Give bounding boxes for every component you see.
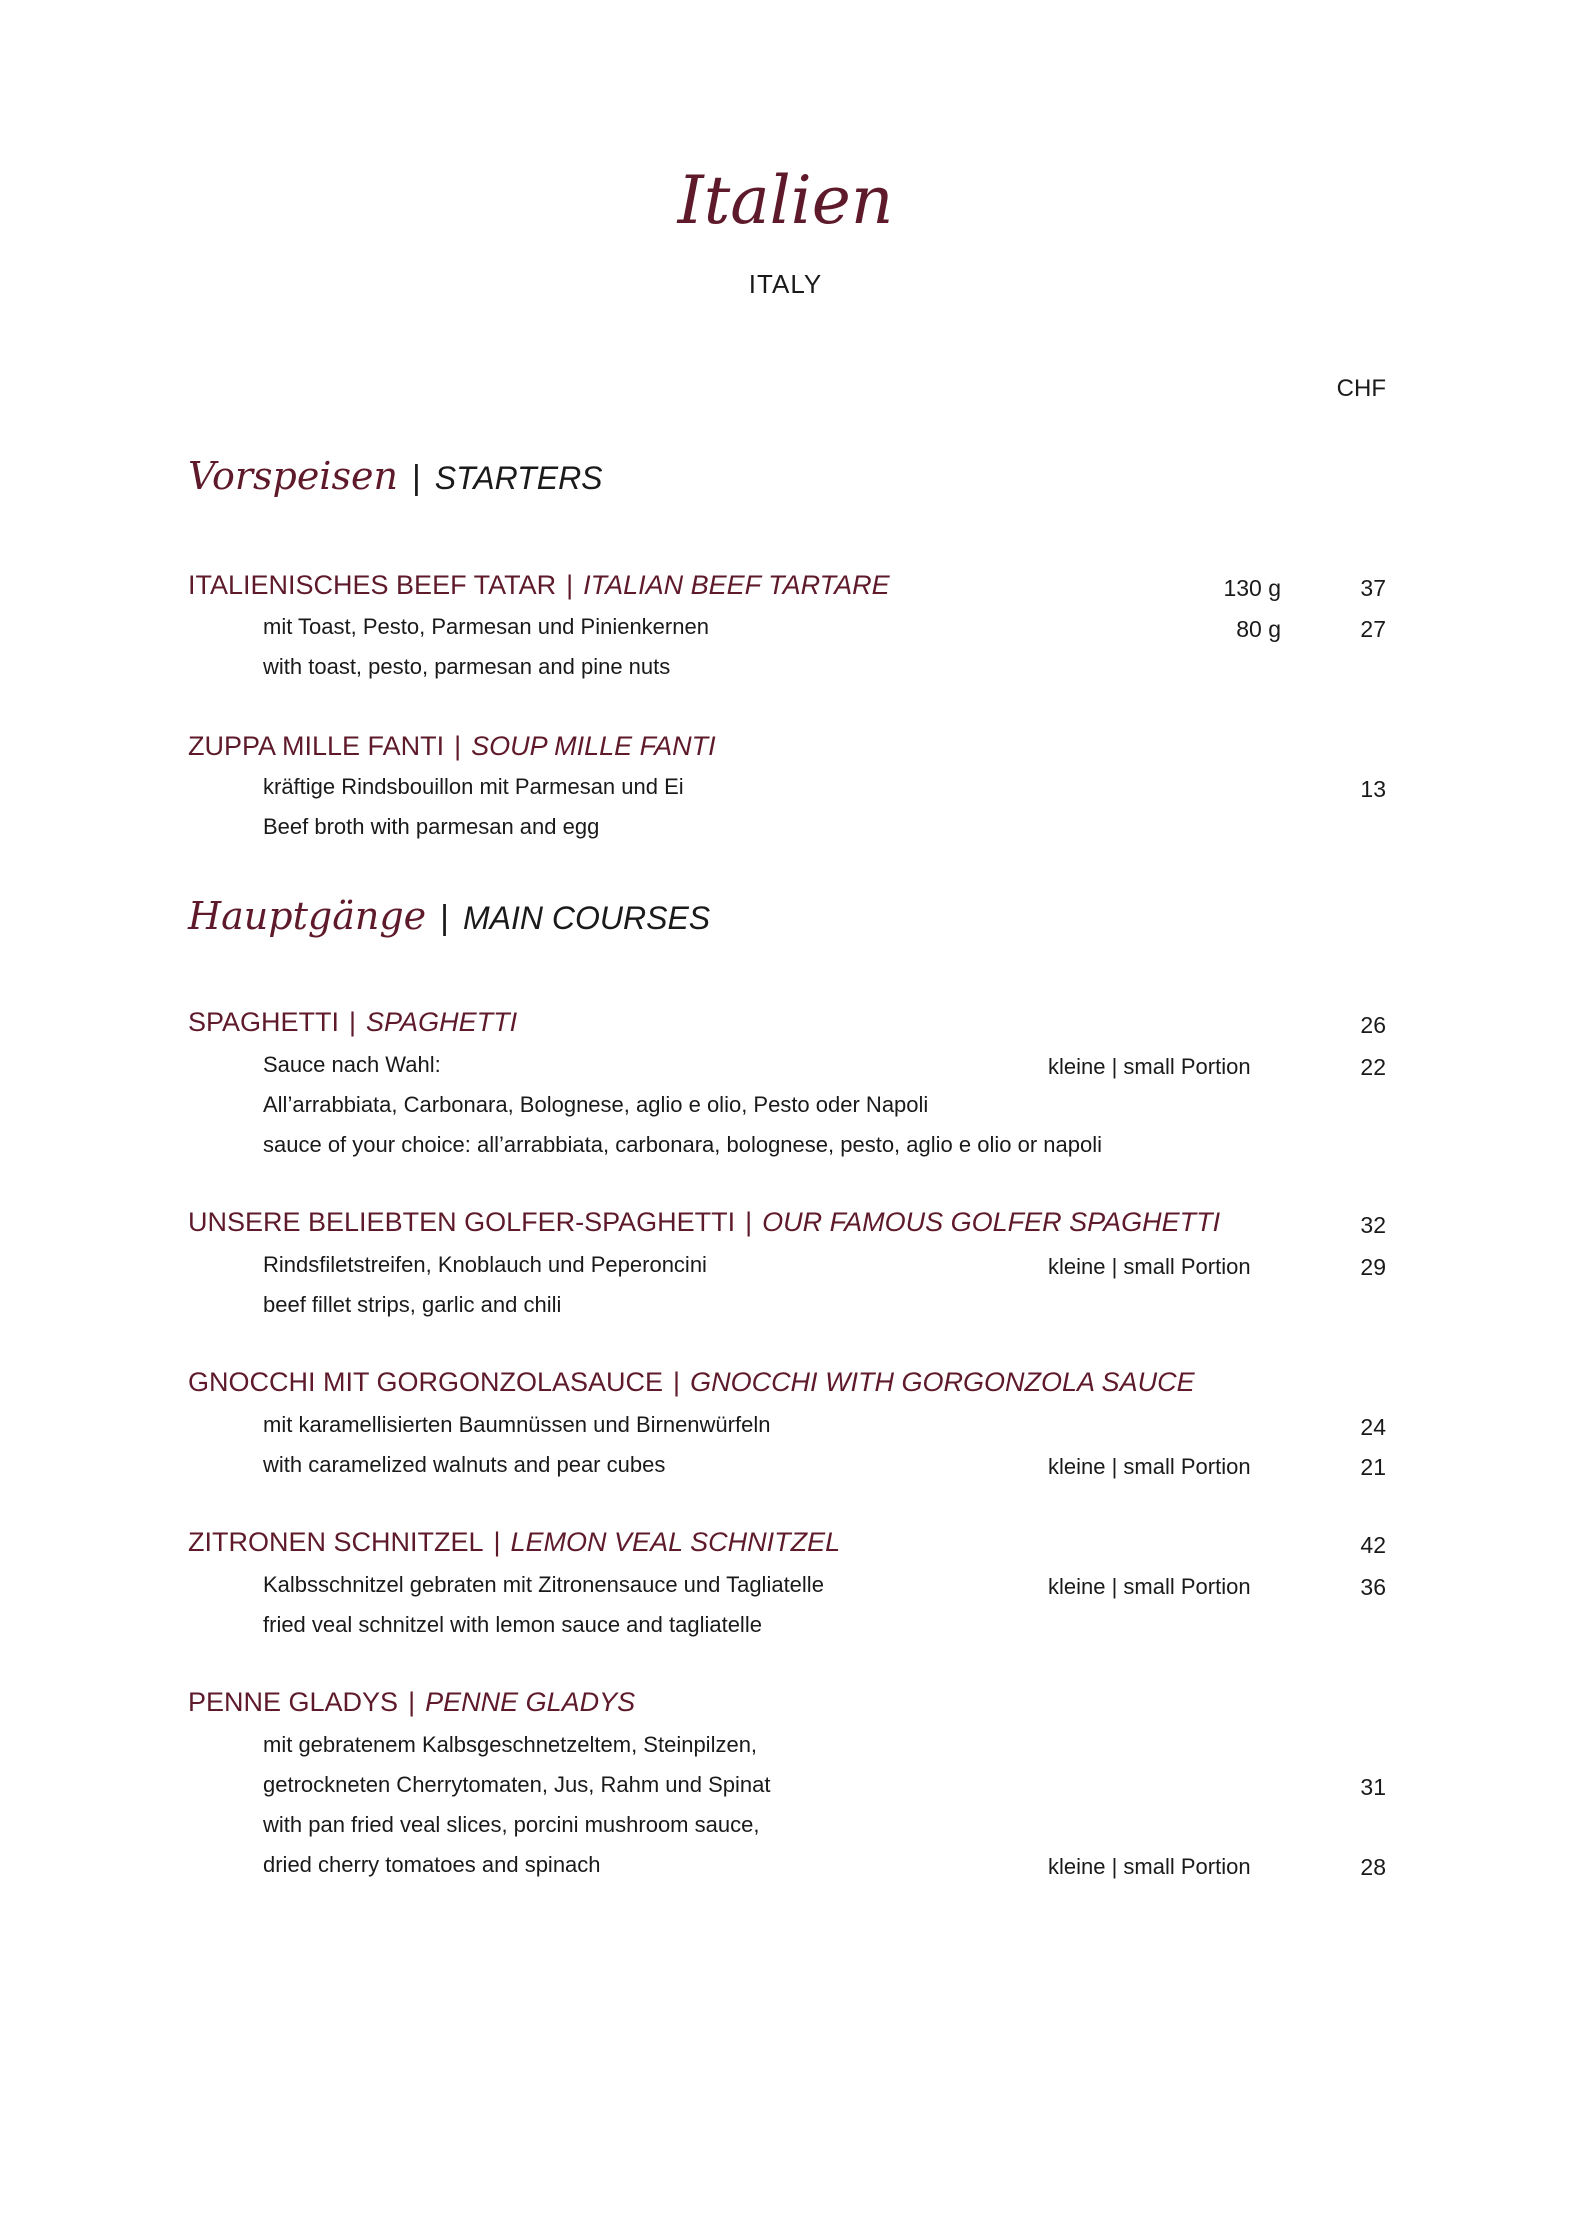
section-separator: |: [411, 459, 421, 497]
price-small: 36: [1360, 1574, 1386, 1600]
small-portion-label: kleine | small Portion: [1048, 1854, 1251, 1879]
dish-description-line: Sauce nach Wahl:: [263, 1052, 441, 1077]
price-small: 22: [1360, 1054, 1386, 1080]
dish-title-spaghetti: [188, 1009, 517, 1036]
dish-title-penne-gladys: [188, 1689, 635, 1716]
section-title-en: STARTERS: [434, 460, 603, 496]
dish-name-de: ITALIENISCHES BEEF TATAR: [188, 570, 557, 600]
dish-name-en: SPAGHETTI: [366, 1007, 518, 1037]
dish-separator: |: [745, 1207, 753, 1237]
dish-title-golfer-spaghetti: [188, 1209, 1220, 1236]
section-title-en: MAIN COURSES: [462, 900, 711, 936]
dish-description-line: mit gebratenem Kalbsgeschnetzeltem, Steinpilzen,: [263, 1732, 758, 1757]
dish-title-beef-tatar: [188, 572, 890, 599]
dish-description-en: with caramelized walnuts and pear cubes: [263, 1452, 666, 1477]
dish-name-en: LEMON VEAL SCHNITZEL: [510, 1527, 841, 1557]
section-heading-main-courses: [188, 894, 711, 938]
dish-name-de: ZUPPA MILLE FANTI: [188, 731, 445, 761]
dish-description-en: fried veal schnitzel with lemon sauce and tagliatelle: [263, 1612, 762, 1637]
section-separator: |: [440, 899, 449, 937]
dish-description-de: Rindsfiletstreifen, Knoblauch und Peperoncini: [263, 1252, 707, 1277]
dish-description-line: All’arrabbiata, Carbonara, Bolognese, aglio e olio, Pesto oder Napoli: [263, 1092, 929, 1117]
price: 42: [1360, 1532, 1386, 1558]
section-title-de: Vorspeisen: [188, 454, 398, 498]
currency-label: CHF: [1336, 375, 1386, 402]
small-portion-label: kleine | small Portion: [1048, 1574, 1251, 1599]
price-small: 27: [1360, 616, 1386, 642]
weight-large: 130 g: [1223, 575, 1281, 601]
price: 26: [1360, 1012, 1386, 1038]
price-large: 37: [1360, 575, 1386, 601]
price: 32: [1360, 1212, 1386, 1238]
dish-name-en: GNOCCHI WITH GORGONZOLA SAUCE: [690, 1367, 1195, 1397]
dish-separator: |: [493, 1527, 501, 1557]
dish-separator: |: [349, 1007, 357, 1037]
dish-title-zitronen-schnitzel: [188, 1529, 840, 1556]
dish-description-line: sauce of your choice: all’arrabbiata, carbonara, bolognese, pesto, aglio e olio or napoli: [263, 1132, 1102, 1157]
small-portion-label: kleine | small Portion: [1048, 1054, 1251, 1079]
price: 13: [1360, 776, 1386, 802]
page-title: Italien: [677, 162, 894, 239]
dish-description-en: beef fillet strips, garlic and chili: [263, 1292, 562, 1317]
price-small: 29: [1360, 1254, 1386, 1280]
dish-name-de: UNSERE BELIEBTEN GOLFER-SPAGHETTI: [188, 1207, 736, 1237]
dish-description-de: mit karamellisierten Baumnüssen und Birnenwürfeln: [263, 1412, 771, 1437]
dish-description-en: Beef broth with parmesan and egg: [263, 814, 600, 839]
dish-separator: |: [566, 570, 574, 600]
dish-name-de: PENNE GLADYS: [188, 1687, 399, 1717]
small-portion-label: kleine | small Portion: [1048, 1254, 1251, 1279]
weight-small: 80 g: [1236, 616, 1281, 642]
price-small: 21: [1360, 1454, 1386, 1480]
dish-name-de: SPAGHETTI: [188, 1007, 340, 1037]
price-small: 28: [1360, 1854, 1386, 1880]
page-subtitle: ITALY: [748, 269, 823, 299]
small-portion-label: kleine | small Portion: [1048, 1454, 1251, 1479]
section-heading-starters: [188, 454, 603, 498]
dish-description-en: with toast, pesto, parmesan and pine nuts: [263, 654, 671, 679]
price: 31: [1360, 1774, 1386, 1800]
dish-description-line: with pan fried veal slices, porcini mushroom sauce,: [263, 1812, 760, 1837]
dish-separator: |: [454, 731, 462, 761]
section-title-de: Hauptgänge: [188, 894, 427, 938]
dish-separator: |: [408, 1687, 416, 1717]
price: 24: [1360, 1414, 1386, 1440]
dish-name-en: OUR FAMOUS GOLFER SPAGHETTI: [762, 1207, 1221, 1237]
dish-description-de: mit Toast, Pesto, Parmesan und Pinienkernen: [263, 614, 709, 639]
dish-title-gnocchi: [188, 1369, 1195, 1396]
dish-name-en: ITALIAN BEEF TARTARE: [583, 570, 890, 600]
dish-description-de: Kalbsschnitzel gebraten mit Zitronensauce und Tagliatelle: [263, 1572, 824, 1597]
dish-description-line: dried cherry tomatoes and spinach: [263, 1852, 601, 1877]
dish-separator: |: [673, 1367, 681, 1397]
dish-name-en: PENNE GLADYS: [425, 1687, 636, 1717]
dish-name-de: ZITRONEN SCHNITZEL: [188, 1527, 484, 1557]
dish-name-de: GNOCCHI MIT GORGONZOLASAUCE: [188, 1367, 664, 1397]
dish-title-zuppa-mille-fanti: [188, 733, 716, 760]
dish-description-line: getrockneten Cherrytomaten, Jus, Rahm und Spinat: [263, 1772, 771, 1797]
dish-name-en: SOUP MILLE FANTI: [471, 731, 716, 761]
dish-description-de: kräftige Rindsbouillon mit Parmesan und Ei: [263, 774, 684, 799]
